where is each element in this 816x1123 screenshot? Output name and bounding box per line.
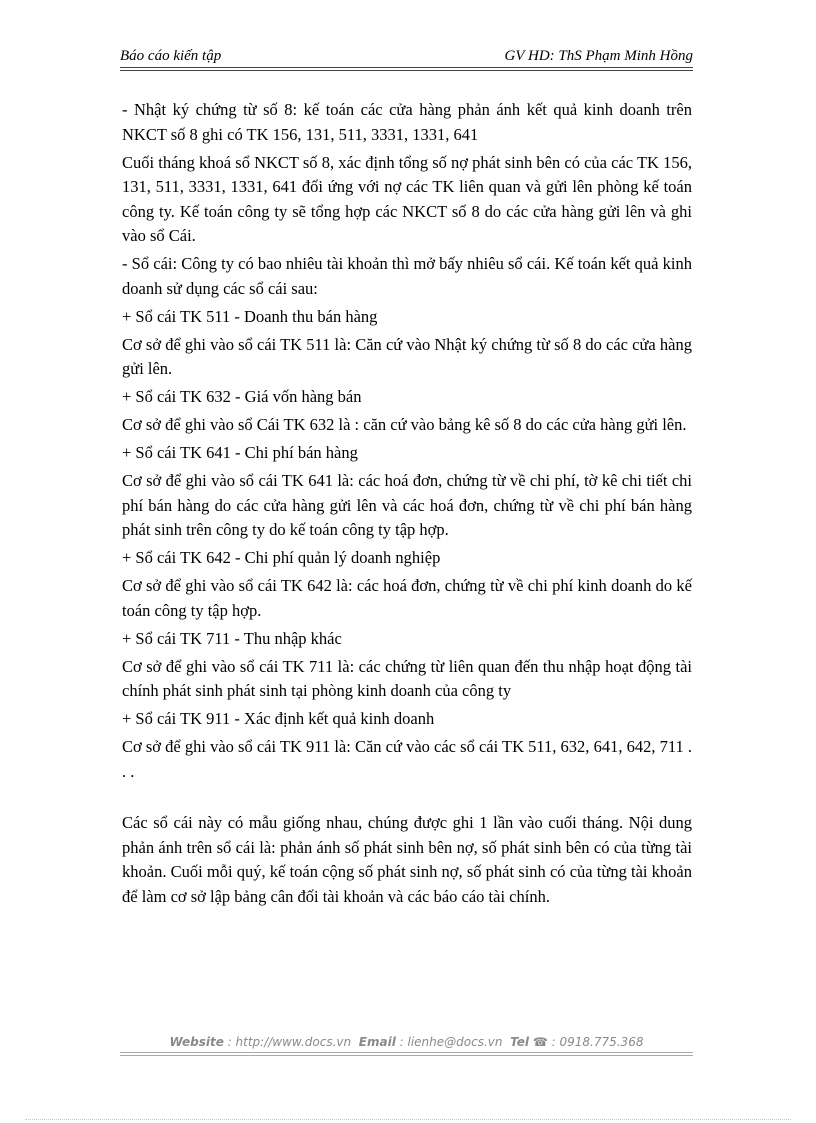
ledger-heading: + Sổ cái TK 642 - Chi phí quản lý doanh nghiệp [122, 548, 441, 567]
footer-website-link[interactable]: : http://www.docs.vn [227, 1035, 352, 1049]
paragraph: - Sổ cái: Công ty có bao nhiêu tài khoản thì mở bấy nhiêu sổ cái. Kế toán kết quả kinh doanh sử dụng các sổ cái sau: [122, 254, 692, 298]
paragraph: Cơ sở để ghi vào sổ cái TK 642 là: các hoá đơn, chứng từ về chi phí kinh doanh do kế toán công ty tập hợp. [122, 576, 692, 620]
footer-email-link[interactable]: : lienhe@docs.vn [399, 1035, 503, 1049]
paragraph: Các sổ cái này có mẫu giống nhau, chúng được ghi 1 lần vào cuối tháng. Nội dung phản ánh trên sổ cái là: phản ánh số phát sinh bên nợ, số phát sinh bên có của từng tài khoản. Cuối mỗi quý, kế toán cộng số phát sinh nợ, số phát sinh có của từng tài khoản để làm cơ sở lập bảng cân đối tài khoản và các báo cáo tài chính. [122, 813, 692, 906]
footer-tel-value: : 0918.775.368 [551, 1035, 644, 1049]
phone-icon: ☎ [532, 1035, 548, 1049]
paragraph: Cơ sở để ghi vào sổ cái TK 911 là: Căn cứ vào các sổ cái TK 511, 632, 641, 642, 711 . . . [122, 737, 692, 781]
paragraph: Cơ sở để ghi vào sổ cái TK 711 là: các chứng từ liên quan đến thu nhập hoạt động tài chính phát sinh phát sinh tại phòng kinh doanh của công ty [122, 656, 692, 700]
header-report-title: Báo cáo kiến tập [120, 48, 222, 64]
footer-tel-label: Tel [510, 1035, 530, 1049]
paragraph: - Nhật ký chứng từ số 8: kế toán các cửa hàng phản ánh kết quả kinh doanh trên NKCT số 8 ghi có TK 156, 131, 511, 3331, 1331, 641 [122, 100, 692, 144]
paragraph: Cuối tháng khoá sổ NKCT số 8, xác định tổng số nợ phát sinh bên có của các TK 156, 131, 511, 3331, 1331, 641 đối ứng với nợ các TK liên quan và gửi lên phòng kế toán công ty. Kế toán công ty sẽ tổng hợp các NKCT số 8 do các cửa hàng gửi lên và ghi vào sổ Cái. [122, 152, 692, 245]
paragraph: Cơ sở để ghi vào sổ cái TK 641 là: các hoá đơn, chứng từ về chi phí, tờ kê chi tiết chi phí bán hàng do các cửa hàng gửi lên và các hoá đơn, chứng từ về chi phí bán hàng phát sinh trên công ty do kế toán công ty tập hợp. [122, 471, 692, 539]
page-header [120, 48, 693, 68]
ledger-heading: + Sổ cái TK 641 - Chi phí bán hàng [122, 443, 358, 462]
ledger-heading: + Sổ cái TK 911 - Xác định kết quả kinh doanh [122, 709, 435, 728]
ledger-heading: + Sổ cái TK 632 - Giá vốn hàng bán [122, 387, 362, 406]
ledger-heading: + Sổ cái TK 511 - Doanh thu bán hàng [122, 306, 378, 326]
page-footer [120, 1035, 693, 1053]
footer-website-label: Website [169, 1035, 224, 1049]
paragraph: Cơ sở để ghi vào sổ cái TK 511 là: Căn cứ vào Nhật ký chứng từ số 8 do các cửa hàng gửi lên. [122, 334, 692, 378]
ledger-heading: + Sổ cái TK 711 - Thu nhập khác [122, 628, 342, 648]
header-advisor: GV HD: ThS Phạm Minh Hồng [504, 48, 693, 64]
document-body [122, 98, 692, 913]
footer-email-label: Email [358, 1035, 396, 1049]
paragraph: Cơ sở để ghi vào sổ Cái TK 632 là : căn cứ vào bảng kê số 8 do các cửa hàng gửi lên. [122, 415, 687, 434]
page-edge-divider [25, 1119, 791, 1120]
